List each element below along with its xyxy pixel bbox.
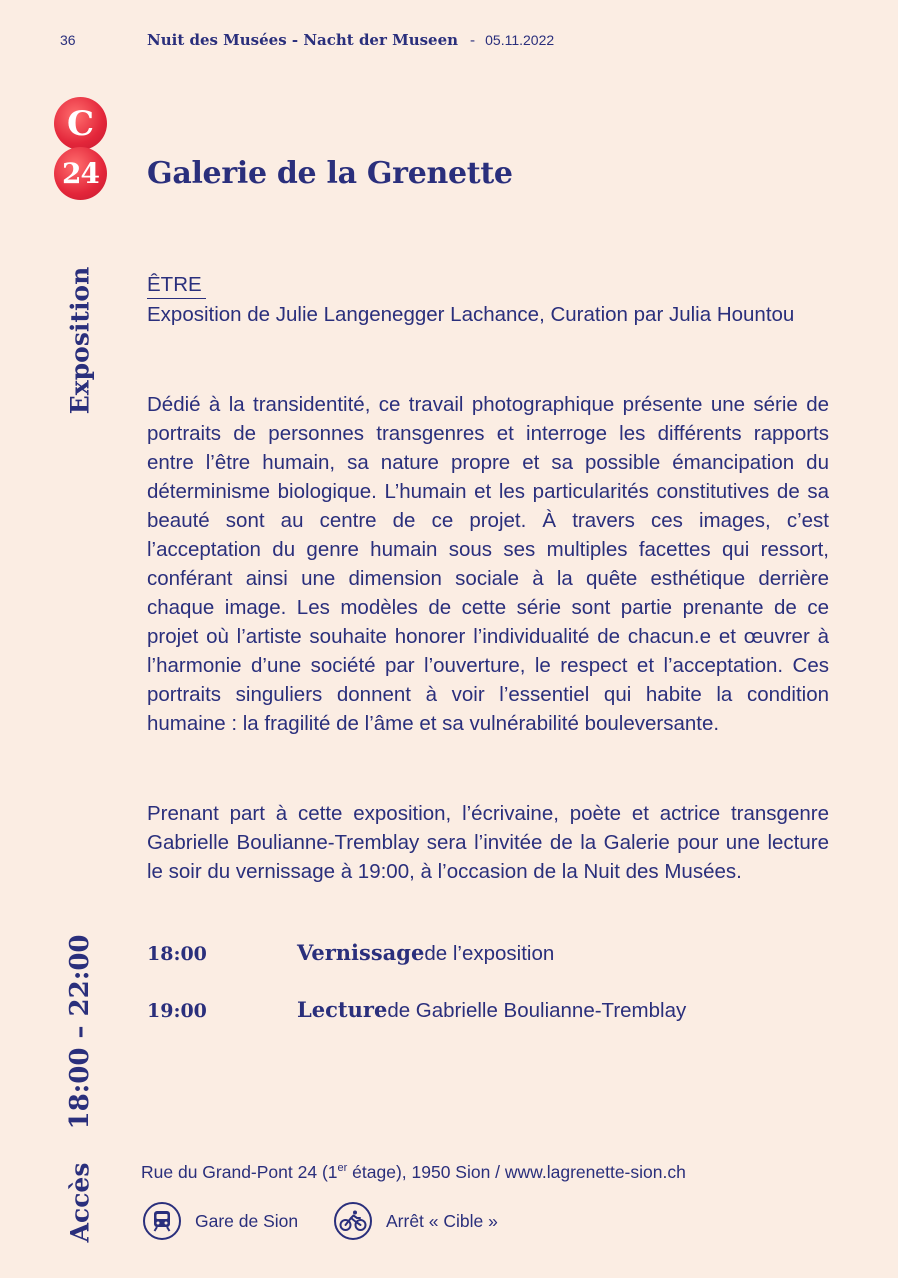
exhibition-description: Dédié à la transidentité, ce travail photographique présente une série de portraits de personnes transgenres et interroge les différents rapports entre l’être humain, sa nature propre et sa possible émancipation du déterminisme biologique. L’humain et les particularités constitutives de sa beauté sont au centre de ce projet. À travers ces images, c’est l’acceptation du genre humain sous ses multiples facettes qui ressort, conférant ainsi une dimension sociale à la quête esthétique derrière chaque image. Les modèles de cette série sont partie prenante de ce projet où l’artiste souhaite honorer l’individualité de chacun.e et œuvrer à l’harmonie d’une société par l’ouverture, le respect et l’acceptation. Ces portraits singuliers donnent à voir l’essentiel qui habite la condition humaine : la fragilité de l’âme et sa vulnérabilité bouleversante. <box>147 393 829 735</box>
opening-hours-label: 18:00 – 22:00 <box>65 934 95 1130</box>
access-label: Accès <box>65 1162 95 1243</box>
venue-title: Galerie de la Grenette <box>147 156 513 191</box>
transport-train <box>143 1201 298 1241</box>
header-event-title <box>147 31 554 49</box>
bus-stop-label: Arrêt « Cible » <box>386 1210 498 1231</box>
train-station-label: Gare de Sion <box>195 1210 299 1231</box>
transport-bike <box>334 1201 498 1241</box>
event-date: 05.11.2022 <box>485 32 555 48</box>
header-separator: - <box>470 31 476 49</box>
address-text-start: Rue du Grand-Pont 24 (1 <box>141 1162 338 1182</box>
schedule-event: Vernissage <box>297 940 425 965</box>
address-text-end: étage), 1950 Sion / www.lagrenette-sion.ch <box>347 1162 686 1182</box>
venue-address <box>141 1162 686 1183</box>
schedule-time: 19:00 <box>147 1000 207 1022</box>
venue-number-badge: 24 <box>54 147 107 200</box>
schedule-time: 18:00 <box>147 943 207 965</box>
train-icon <box>143 1202 181 1240</box>
exhibition-title: ÊTRE <box>147 272 206 299</box>
schedule-event: Lecture <box>297 997 388 1022</box>
exhibition-subtitle: Exposition de Julie Langenegger Lachance, Curation par Julia Hountou <box>147 303 795 326</box>
schedule-row <box>147 997 686 1027</box>
category-label: Exposition <box>65 266 95 415</box>
event-title: Nuit des Musées - Nacht der Museen <box>147 31 459 49</box>
schedule-detail: de l’exposition <box>424 942 555 965</box>
page-number: 36 <box>60 32 76 48</box>
exhibition-guest-paragraph: Prenant part à cette exposition, l’écrivaine, poète et actrice transgenre Gabrielle Boulianne-Tremblay sera l’invitée de la Galerie pour une lecture le soir du vernissage à 19:00, à l’occasion de la Nuit des Musées. <box>147 802 829 883</box>
bicycle-icon <box>334 1202 372 1240</box>
section-letter-badge: C <box>54 97 107 150</box>
address-floor-suffix: er <box>337 1162 348 1175</box>
schedule-row <box>147 940 554 970</box>
schedule-detail: de Gabrielle Boulianne-Tremblay <box>387 999 687 1022</box>
